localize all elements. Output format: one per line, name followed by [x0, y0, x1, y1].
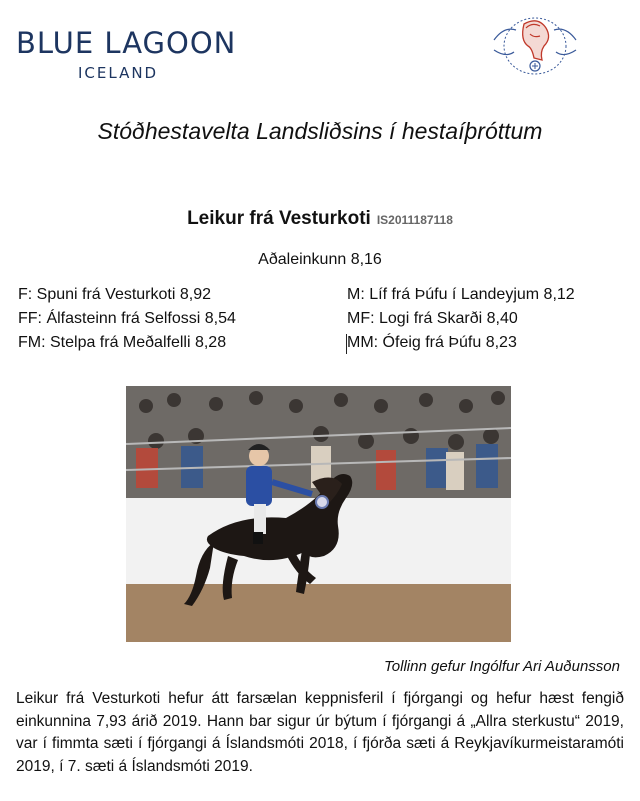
horse-registration: IS2011187118	[376, 213, 453, 227]
rider-on-black-horse-photo	[126, 386, 511, 642]
pedigree-father-father: FF: Álfasteinn frá Selfossi 8,54	[18, 310, 236, 327]
pedigree-father-mother: FM: Stelpa frá Meðalfelli 8,28	[18, 334, 227, 351]
main-score: Aðaleinkunn 8,16	[258, 251, 382, 268]
photo-caption: Tollinn gefur Ingólfur Ari Auðunsson	[384, 658, 620, 675]
pedigree-mother-father: MF: Logi frá Skarði 8,40	[347, 310, 518, 327]
page-title: Stóðhestavelta Landsliðsins í hestaíþróttum	[97, 118, 543, 144]
horse-heading	[0, 208, 640, 230]
logo-sub-text: ICELAND	[78, 64, 159, 82]
description-paragraph: Leikur frá Vesturkoti hefur átt farsælan keppnisferil í fjórgangi og hefur hæst fengið einkunnina 7,93 árið 2019. Hann bar sigur úr býtum í fjórgangi á „Allra sterkustu“ 2019, var í fimmta sæti í fjórgangi á Íslandsmóti 2018, í fjórða sæti á Reykjavíkurmeistaramóti 2019, í 7. sæti á Íslandsmóti 2019.	[16, 690, 624, 775]
pedigree-mother: M: Líf frá Þúfu í Landeyjum 8,12	[347, 286, 575, 303]
logo-main-text: BLUE LAGOON	[16, 26, 237, 60]
horse-name: Leikur frá Vesturkoti	[187, 208, 371, 229]
pedigree-mother-mother: MM: Ófeig frá Þúfu 8,23	[347, 334, 517, 351]
landslid-emblem-icon	[486, 10, 584, 82]
pedigree-father: F: Spuni frá Vesturkoti 8,92	[18, 286, 211, 303]
text-cursor	[346, 334, 347, 354]
